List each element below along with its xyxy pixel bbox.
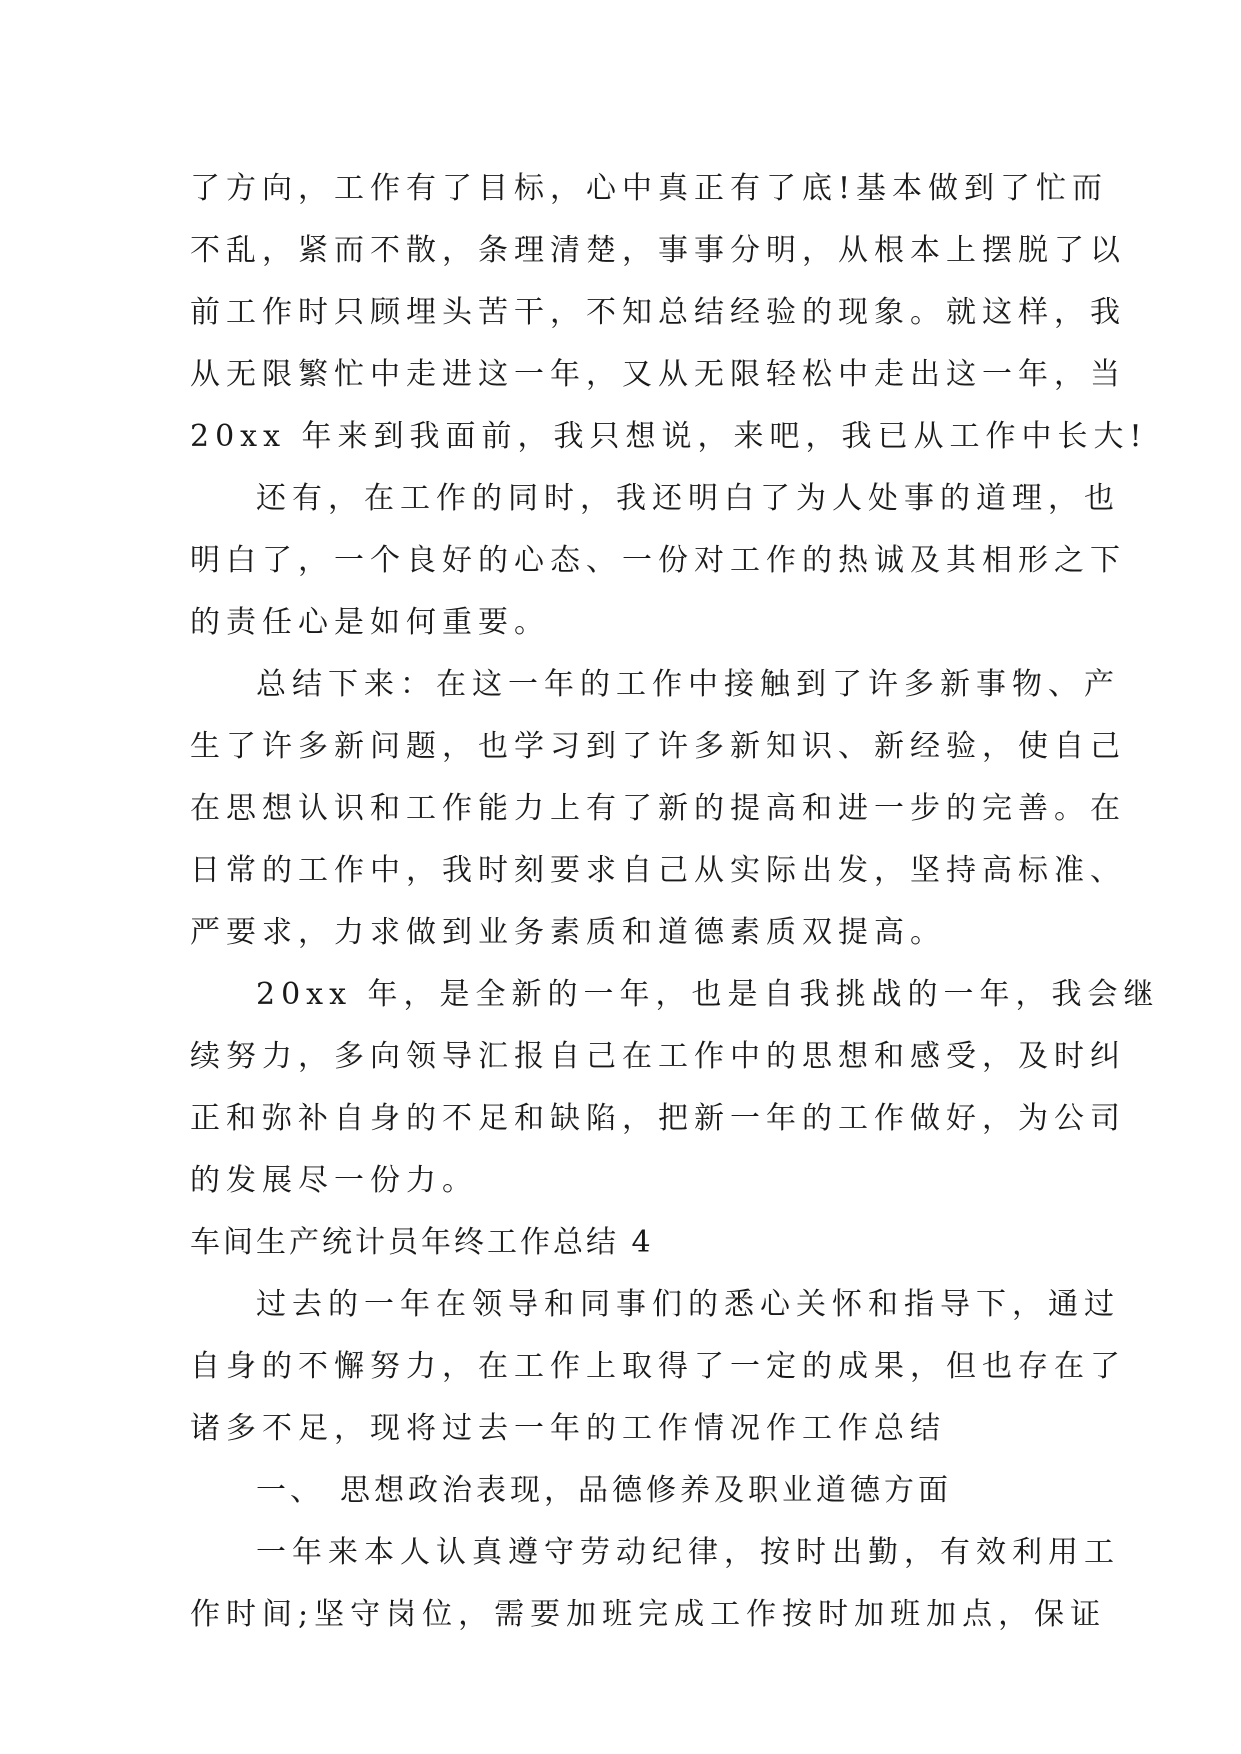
paragraph-first-line: 总结下来：在这一年的工作中接触到了许多新事物、产 [256,667,1120,702]
text-line: 的发展尽一份力。 [190,1163,478,1198]
paragraph-first-line: 20xx 年，是全新的一年，也是自我挑战的一年，我会继 [256,977,1160,1012]
text-line: 明白了，一个良好的心态、一份对工作的热诚及其相形之下 [190,543,1126,578]
text-line: 从无限繁忙中走进这一年，又从无限轻松中走出这一年，当 [190,357,1126,392]
text-line: 正和弥补自身的不足和缺陷，把新一年的工作做好，为公司 [190,1101,1126,1136]
list-item-text: 思想政治表现，品德修养及职业道德方面 [340,1473,952,1508]
paragraph-first-line: 一年来本人认真遵守劳动纪律，按时出勤，有效利用工 [256,1535,1120,1570]
text-line: 诸多不足，现将过去一年的工作情况作工作总结 [190,1411,946,1446]
text-line: 不乱，紧而不散，条理清楚，事事分明，从根本上摆脱了以 [190,233,1126,268]
paragraph-first-line: 过去的一年在领导和同事们的悉心关怀和指导下，通过 [256,1287,1120,1322]
text-line: 生了许多新问题，也学习到了许多新知识、新经验，使自己 [190,729,1126,764]
text-line: 的责任心是如何重要。 [190,605,550,640]
text-line: 严要求，力求做到业务素质和道德素质双提高。 [190,915,946,950]
text-line: 自身的不懈努力，在工作上取得了一定的成果，但也存在了 [190,1349,1126,1384]
text-line: 日常的工作中，我时刻要求自己从实际出发，坚持高标准、 [190,853,1126,888]
paragraph-first-line: 还有，在工作的同时，我还明白了为人处事的道理，也 [256,481,1120,516]
text-line: 续努力，多向领导汇报自己在工作中的思想和感受，及时纠 [190,1039,1126,1074]
text-line: 20xx 年来到我面前，我只想说，来吧，我已从工作中长大! [190,419,1148,454]
text-line: 前工作时只顾埋头苦干，不知总结经验的现象。就这样，我 [190,295,1126,330]
section-heading: 车间生产统计员年终工作总结 4 [190,1225,654,1260]
text-line: 在思想认识和工作能力上有了新的提高和进一步的完善。在 [190,791,1126,826]
text-line: 了方向，工作有了目标，心中真正有了底!基本做到了忙而 [190,171,1109,206]
text-line: 作时间;坚守岗位，需要加班完成工作按时加班加点，保证 [190,1597,1107,1632]
list-item-heading [190,1460,1060,1522]
list-marker: 一、 [256,1473,324,1508]
document-body [190,158,1160,1646]
